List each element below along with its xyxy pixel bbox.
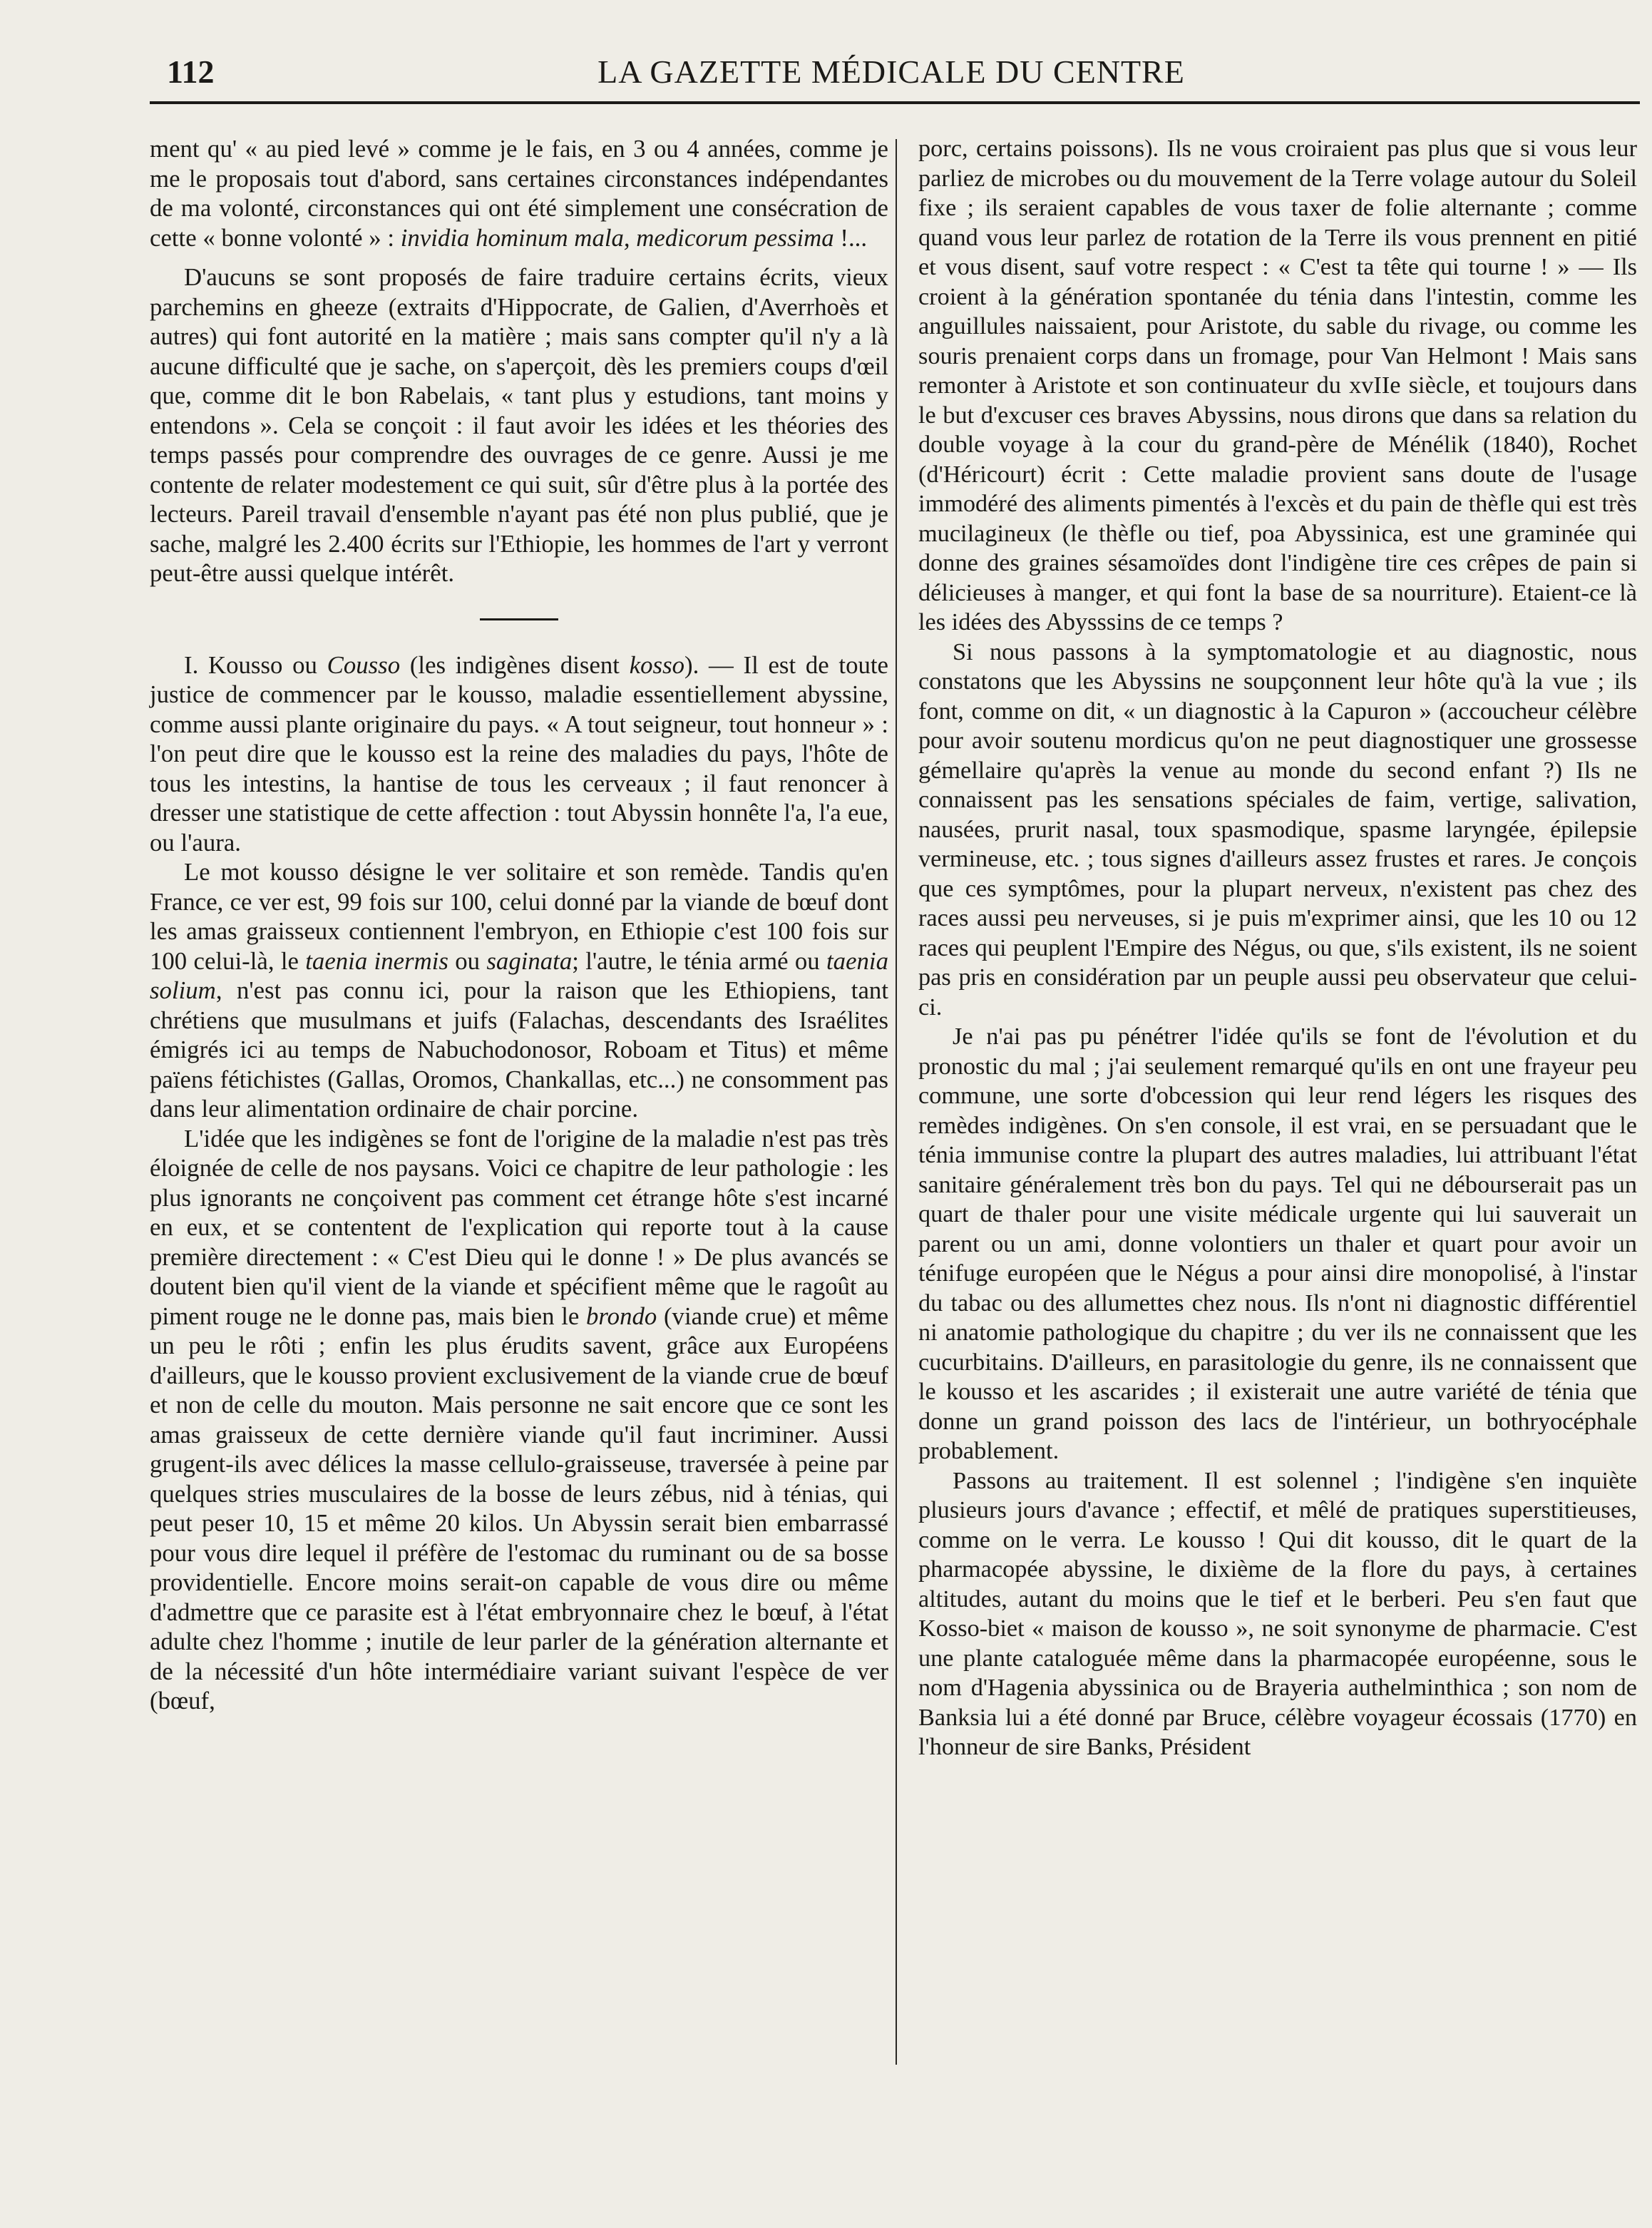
header-rule bbox=[150, 101, 1640, 104]
paragraph: Le mot kousso désigne le ver solitaire et son remède. Tandis qu'en France, ce ver est, 99 fois sur 100, celui donné par la viande de bœuf dont les amas graisseux contiennent l'embryon, en Ethiopie c'est 100 fois sur 100 celui-là, le taenia inermis ou saginata; l'autre, le ténia armé ou taenia solium, n'est pas connu ici, pour la raison que les Ethiopiens, tant chrétiens que musulmans et juifs (Falachas, descendants des Israélites émigrés ici au temps de Nabuchodonosor, Roboam et Titus) et même païens fétichistes (Gallas, Oromos, Chankallas, etc...) ne consomment pas dans leur alimentation ordinaire de chair porcine. bbox=[150, 858, 888, 1123]
page-header bbox=[150, 53, 1633, 96]
paragraph: Passons au traitement. Il est solennel ; l'indigène s'en inquiète plusieurs jours d'avance ; effectif, et mêlé de pratiques superstitieuses, comme on le verra. Le kousso ! Qui dit kousso, dit le quart de la pharmacopée abyssine, le dixième de la flore du pays, à certaines altitudes, autant du moins que le tief et le berberi. Peu s'en faut que Kosso-biet « maison de kousso », ne soit synonyme de pharmacie. C'est une plante cataloguée même dans la pharmacopée européenne, sous le nom d'Hagenia abyssinica ou de Brayeria authelminthica ; son nom de Banksia lui a été donné par Bruce, célèbre voyageur écossais (1770) en l'honneur de sire Banks, Président bbox=[918, 1466, 1637, 1760]
right-column bbox=[918, 134, 1637, 1762]
paragraph: Je n'ai pas pu pénétrer l'idée qu'ils se font de l'évolution et du pronostic du mal ; j'ai seulement remarqué qu'ils en ont une frayeur peu commune, une sorte d'obcession qui leur rend légers les risques des remèdes indigènes. On s'en console, il est vrai, en se persuadant que le ténia immunise contre la plupart des autres maladies, lui attribuant l'état sanitaire généralement très bon du pays. Tel qui ne débourserait pas un quart de thaler pour une visite médicale urgente qui lui sauverait un parent ou un ami, donne volontiers un thaler et quart pour avoir un ténifuge européen que le Négus a pour ainsi dire monopolisé, à l'instar du tabac ou des allumettes chez nous. Ils n'ont ni diagnostic différentiel ni anatomie pathologique du chapitre ; du ver ils ne connaissent que les cucurbitains. D'ailleurs, en parasitologie du genre, ils ne connaissent que le kousso et les ascarides ; il existerait une autre variété de ténia que donne un grand poisson des lacs de l'intérieur, un bothryocéphale probablement. bbox=[918, 1023, 1637, 1464]
paragraph: porc, certains poissons). Ils ne vous croiraient pas plus que si vous leur parliez de microbes ou du mouvement de la Terre volage autour du Soleil fixe ; ils seraient capables de vous taxer de folie alternante ; comme quand vous leur parlez de rotation de la Terre ils vous prennent en pitié et vous disent, sauf votre respect : « C'est ta tête qui tourne ! » — Ils croient à la génération spontanée du ténia dans l'intestin, comme les anguillules naissaient, pour Aristote, du sable du rivage, ou comme les souris prenaient corps dans un fromage, pour Van Helmont ! Mais sans remonter à Aristote et son continuateur du xvIIe siècle, et toujours dans le but d'excuser ces braves Abyssins, nous dirons que dans sa relation du double voyage à la cour du grand-père de Ménélik (1840), Rochet (d'Héricourt) écrit : Cette maladie provient sans doute de l'usage immodéré des aliments pimentés à l'excès et du pain de thèfle qui est très mucilagineux (le thèfle ou tief, poa Abyssinica, est une graminée qui donne des graines sésamoïdes dont l'indigène tire ces crêpes de pain si délicieuses à manger, et qui font la base de sa nourriture). Etaient-ce là les idées des Abysssins de ce temps ? bbox=[918, 135, 1637, 635]
running-title: LA GAZETTE MÉDICALE DU CENTRE bbox=[597, 53, 1185, 90]
paragraph: D'aucuns se sont proposés de faire traduire certains écrits, vieux parchemins en gheeze (extraits d'Hippocrate, de Galien, d'Averrhoès et autres) qui font autorité en la matière ; mais sans compter qu'il n'y a là aucune difficulté que je sache, on s'aperçoit, dès les premiers coups d'œil que, comme dit le bon Rabelais, « tant plus y estudions, tant moins y entendons ». Cela se conçoit : il faut avoir les idées et les théories des temps passés pour comprendre des ouvrages de ce genre. Aussi je me contente de relater modestement ce qui suit, sûr d'être plus à la portée des lecteurs. Pareil travail d'ensemble n'ayant pas été non plus publié, que je sache, malgré les 2.400 écrits sur l'Ethiopie, les hommes de l'art y verront peut-être aussi quelque intérêt. bbox=[150, 263, 888, 587]
left-column bbox=[150, 134, 888, 1716]
paragraph: ment qu' « au pied levé » comme je le fais, en 3 ou 4 années, comme je me le proposais tout d'abord, sans certaines circonstances indépendantes de ma volonté, circonstances qui ont été simplement une consécration de cette « bonne volonté » : invidia hominum mala, medicorum pessima !... bbox=[150, 135, 888, 252]
paragraph: L'idée que les indigènes se font de l'origine de la maladie n'est pas très éloignée de celle de nos paysans. Voici ce chapitre de leur pathologie : les plus ignorants ne conçoivent pas comment cet étrange hôte s'est incarné en eux, et se contentent de l'explication qui reporte tout à la cause première directement : « C'est Dieu qui le donne ! » De plus avancés se doutent bien qu'il vient de la viande et spécifient même que le ragoût au piment rouge ne le donne pas, mais bien le brondo (viande crue) et même un peu le rôti ; enfin les plus érudits savent, grâce aux Européens d'ailleurs, que le kousso provient exclusivement de la viande crue de bœuf et non de celle du mouton. Mais personne ne sait encore que ce sont les amas graisseux de cette dernière viande qu'il faut incriminer. Aussi grugent-ils avec délices la masse cellulo-graisseuse, traversée à peine par quelques stries musculaires de la bosse de leurs zébus, nid à ténias, qui peut peser 10, 15 et même 20 kilos. Un Abyssin serait bien embarrassé pour vous dire lequel il préfère de l'estomac du ruminant ou de sa bosse providentielle. Encore moins serait-on capable de vous dire ou même d'admettre que ce parasite est à l'état embryonnaire chez le bœuf, à l'état adulte chez l'homme ; inutile de leur parler de la génération alternante et de la nécessité d'un hôte intermédiaire variant suivant l'espèce de ver (bœuf, bbox=[150, 1124, 889, 1715]
column-rule bbox=[896, 139, 897, 2065]
page-number: 112 bbox=[167, 53, 215, 90]
paragraph: Si nous passons à la symptomatologie et au diagnostic, nous constatons que les Abyssins ne soupçonnent leur hôte qu'à la vue ; ils font, comme on dit, « un diagnostic à la Capuron » (accoucheur célèbre pour avoir soutenu mordicus qu'on ne peut diagnostiquer une grossesse gémellaire qu'après la venue au monde du second enfant ?) Ils ne connaissent pas les sensations spéciales de faim, vertige, salivation, nausées, prurit nasal, toux spasmodique, spasme laryngée, épilepsie vermineuse, etc. ; tous signes d'ailleurs assez frustes et rares. Je conçois que ces symptômes, pour la plupart nerveux, n'existent pas chez des races aussi peu nerveuses, si je puis m'exprimer ainsi, que les 10 ou 12 races qui peuplent l'Empire des Négus, ou que, s'ils existent, ils ne soient pas pris en considération par un peuple aussi peu observateur que celui-ci. bbox=[918, 638, 1637, 1021]
section-heading-paragraph: I. Kousso ou Cousso (les indigènes disent kosso). — Il est de toute justice de commencer par le kousso, maladie essentiellement abyssine, comme aussi plante originaire du pays. « A tout seigneur, tout honneur » : l'on peut dire que le kousso est la reine des maladies du pays, l'hôte de tous les intestins, la hantise de tous les cerveaux ; il faut renoncer à dresser une statistique de cette affection : tout Abyssin honnête l'a, l'a eue, ou l'aura. bbox=[150, 650, 888, 857]
